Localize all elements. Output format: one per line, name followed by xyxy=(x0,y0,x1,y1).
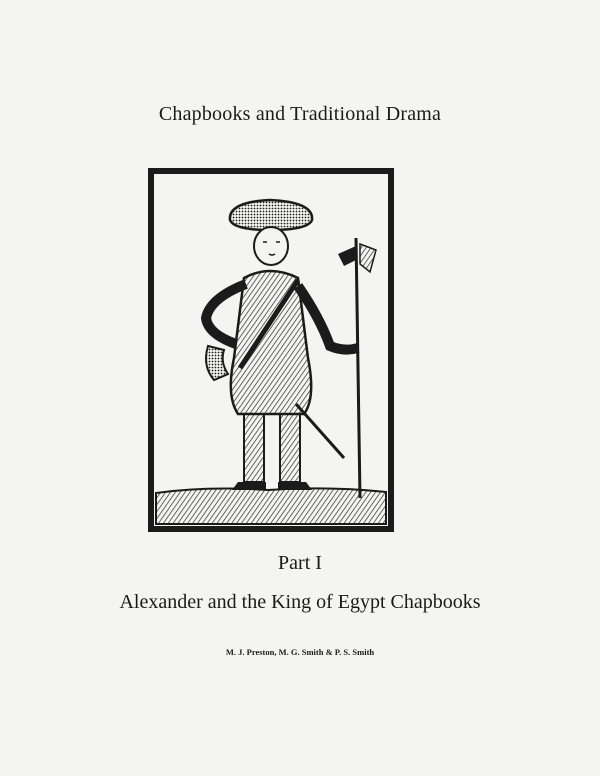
authors-line: M. J. Preston, M. G. Smith & P. S. Smith xyxy=(225,647,375,657)
woodcut-illustration xyxy=(148,168,394,532)
document-title: Chapbooks and Traditional Drama xyxy=(158,103,442,125)
part-heading: Part I xyxy=(278,552,322,574)
document-subtitle: Alexander and the King of Egypt Chapbooks xyxy=(119,591,481,613)
